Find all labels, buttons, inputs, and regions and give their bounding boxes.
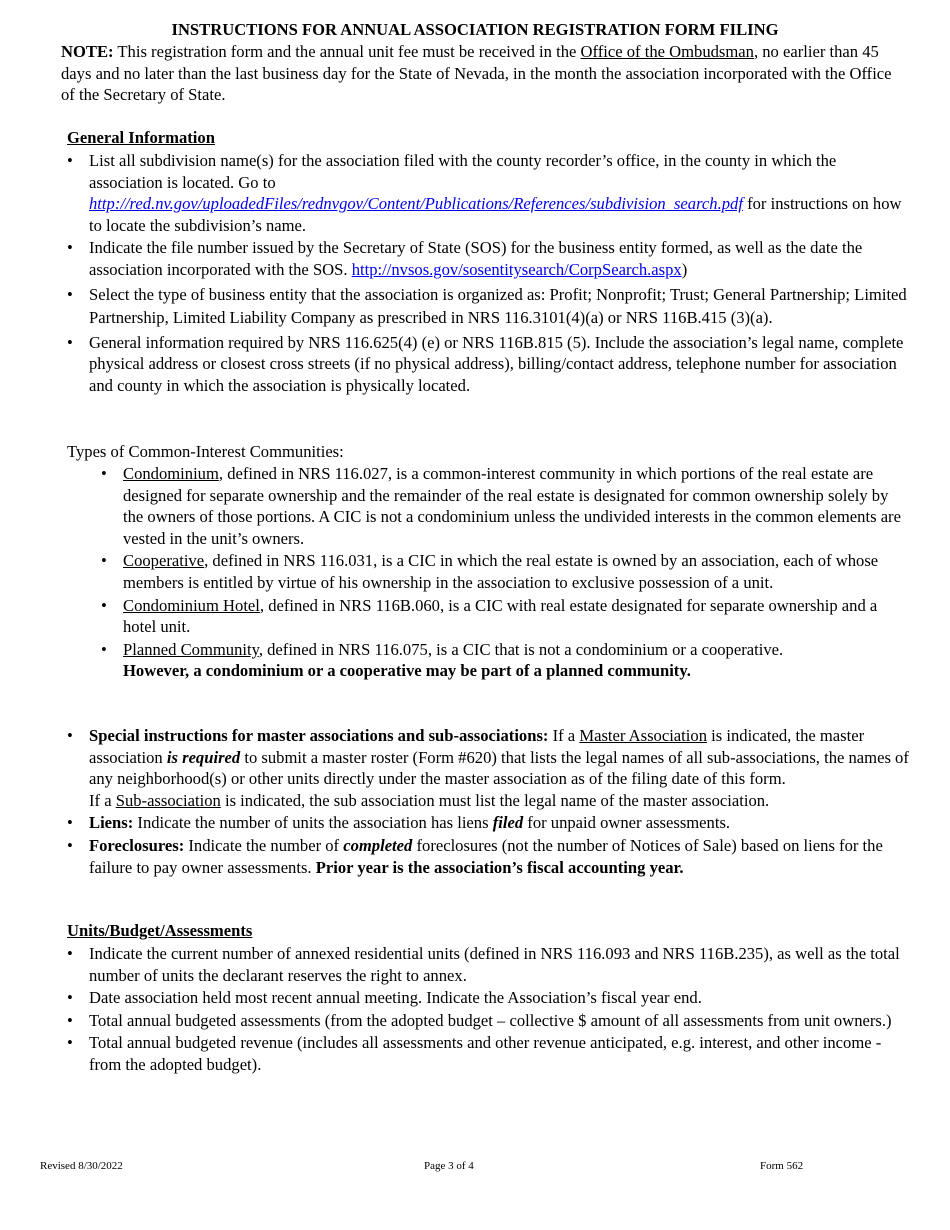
list-item-liens: • Liens: Indicate the number of units the association has liens filed for unpaid owner assessments. bbox=[67, 812, 909, 834]
note-text-1: This registration form and the annual unit fee must be received in the bbox=[113, 42, 581, 61]
note-text-2: , no earlier than 45 days and no later than the last business day for the State of Nevada, in the month the association incorporated with the Office of the Secretary of State. bbox=[61, 42, 892, 105]
footer-form-number: Form 562 bbox=[760, 1160, 804, 1172]
units-budget-list bbox=[67, 943, 909, 1076]
units-budget-heading: Units/Budget/Assessments bbox=[67, 921, 253, 940]
list-item: • Total annual budgeted assessments (from the adopted budget – collective $ amount of all assessments from unit owners.) bbox=[67, 1010, 909, 1032]
subdivision-search-link[interactable]: http://red.nv.gov/uploadedFiles/rednvgov/Content/Publications/References/subdivision_search.pdf bbox=[89, 194, 743, 214]
list-item-cooperative: • Cooperative, defined in NRS 116.031, is a CIC in which the real estate is owned by an association, each of whose members is entitled by virtue of his ownership in the association to exclusive possession of a unit. bbox=[101, 550, 909, 593]
note-label: NOTE: bbox=[61, 42, 114, 61]
cic-types-list bbox=[101, 463, 909, 682]
office-of-ombudsman: Office of the Ombudsman bbox=[580, 42, 754, 61]
footer-revised-date: Revised 8/30/2022 bbox=[40, 1160, 123, 1172]
list-item: • Indicate the file number issued by the Secretary of State (SOS) for the business entity formed, as well as the date the association incorporated with the SOS. http://nvsos.gov/sosentitysearch/CorpSearch.aspx) bbox=[67, 237, 909, 280]
list-item-condominium-hotel: • Condominium Hotel, defined in NRS 116B.060, is a CIC with real estate designated for separate ownership and a hotel unit. bbox=[101, 595, 909, 638]
list-item-special-instructions: • Special instructions for master associations and sub-associations: If a Master Association is indicated, the master association is required to submit a master roster (Form #620) that lists the legal names of all sub-associations, the names of any neighborhood(s) or other units directly under the master association as of the filing date of this form. If a Sub-association is indicated, the sub association must list the legal name of the master association. bbox=[67, 725, 909, 811]
list-item: • Select the type of business entity that the association is organized as: Profit; Nonprofit; Trust; General Partnership; Limited Partnership, Limited Liability Company as prescribed in NRS 116.3101(4)(a) or NRS 116B.415 (3)(a). bbox=[67, 283, 909, 329]
list-item: • List all subdivision name(s) for the association filed with the county recorder’s office, in the county in which the association is located. Go to http://red.nv.gov/uploadedFiles/rednvgov/Content/Publications/References/subdivision_search.pdf for instructions on how to locate the subdivision’s name. bbox=[67, 150, 909, 236]
cic-types-heading: Types of Common-Interest Communities: bbox=[67, 442, 344, 461]
footer-page-number: Page 3 of 4 bbox=[424, 1160, 474, 1172]
general-information-list bbox=[67, 150, 909, 396]
special-instructions-list bbox=[67, 725, 909, 878]
note-paragraph bbox=[61, 41, 901, 106]
list-item-planned-community: • Planned Community, defined in NRS 116.075, is a CIC that is not a condominium or a cooperative. However, a condominium or a cooperative may be part of a planned community. bbox=[101, 639, 909, 682]
list-item-foreclosures: • Foreclosures: Indicate the number of completed foreclosures (not the number of Notices of Sale) based on liens for the failure to pay owner assessments. Prior year is the association’s fiscal accounting year. bbox=[67, 835, 909, 878]
page-title: INSTRUCTIONS FOR ANNUAL ASSOCIATION REGISTRATION FORM FILING bbox=[171, 20, 779, 39]
list-item-condominium: • Condominium, defined in NRS 116.027, is a common-interest community in which portions of the real estate are designed for separate ownership and the remainder of the real estate is designated for common ownership solely by the owners of those portions. A CIC is not a condominium unless the undivided interests in the common elements are vested in the unit’s owners. bbox=[101, 463, 909, 549]
general-information-heading: General Information bbox=[67, 128, 215, 147]
list-item: • General information required by NRS 116.625(4) (e) or NRS 116B.815 (5). Include the association’s legal name, complete physical address or closest cross streets (if no physical address), billing/contact address, telephone number for association and county in which the association is physically located. bbox=[67, 332, 909, 397]
list-item: • Indicate the current number of annexed residential units (defined in NRS 116.093 and NRS 116B.235), as well as the total number of units the declarant reserves the right to annex. bbox=[67, 943, 909, 986]
list-item: • Date association held most recent annual meeting. Indicate the Association’s fiscal year end. bbox=[67, 987, 909, 1009]
list-item: • Total annual budgeted revenue (includes all assessments and other revenue anticipated, e.g. interest, and other income - from the adopted budget). bbox=[67, 1032, 909, 1075]
corp-search-link[interactable]: http://nvsos.gov/sosentitysearch/CorpSearch.aspx bbox=[351, 259, 682, 279]
